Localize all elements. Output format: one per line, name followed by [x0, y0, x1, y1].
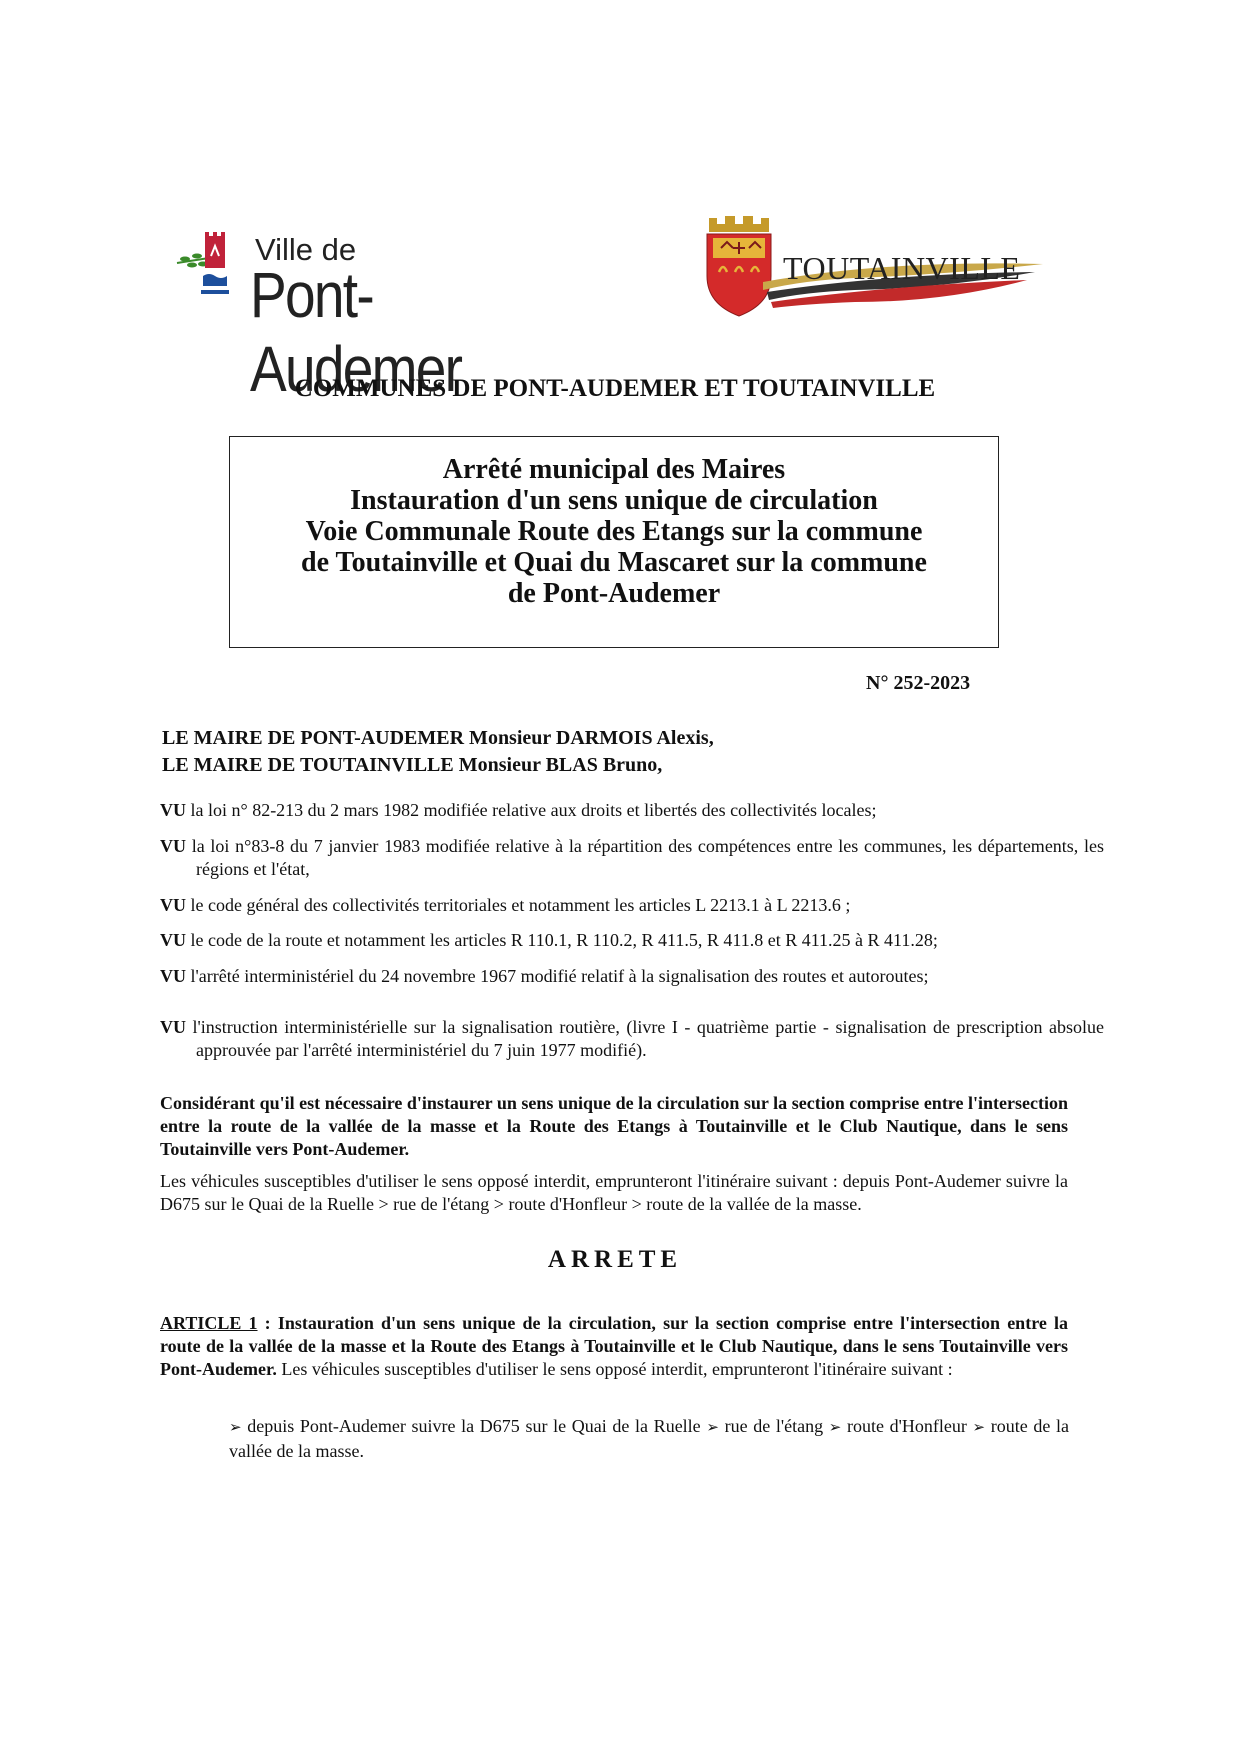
vu-item: VU le code général des collectivités territoriales et notamment les articles L 2213.1 à L 2213.6 ;	[160, 895, 851, 915]
title-line: Instauration d'un sens unique de circulation	[350, 485, 878, 516]
itinerary-bullet: ➢ depuis Pont-Audemer suivre la D675 sur le Quai de la Ruelle ➢ rue de l'étang ➢ route d'Honfleur ➢ route de la vallée de la masse.	[229, 1416, 1070, 1461]
title-line: Voie Communale Route des Etangs sur la commune	[305, 516, 923, 547]
considerant-paragraph: Considérant qu'il est nécessaire d'instaurer un sens unique de la circulation sur la section comprise entre l'intersection entre la route de la vallée de la masse et la Route des Etangs à Toutainville et le Club Nautique, dans le sens Toutainville vers Pont-Audemer.	[160, 1093, 1068, 1159]
pont-audemer-emblem-icon	[175, 228, 245, 303]
article-1: ARTICLE 1 : Instauration d'un sens unique de la circulation, sur la section comprise entre l'intersection entre la route de la vallée de la masse et la Route des Etangs à Toutainville et le Club Nautique, dans le sens Toutainville vers Pont-Audemer. Les véhicules susceptibles d'utiliser le sens opposé interdit, emprunteront l'itinéraire suivant :	[160, 1313, 1068, 1379]
arrow-separator-icon: ➢	[972, 1420, 986, 1436]
article-1-label: ARTICLE 1	[160, 1313, 258, 1333]
vu-item: VU le code de la route et notamment les articles R 110.1, R 110.2, R 411.5, R 411.8 et R 411.25 à R 411.28;	[160, 930, 938, 950]
article-1-bold-text: Instauration d'un sens unique de la circulation, sur la section comprise entre l'intersection entre la route de la vallée de la masse et la Route des Etangs à Toutainville et le Club Nautique, dans le sens Toutainville vers Pont-Audemer.	[160, 1313, 1068, 1379]
ville-de-label: Ville de	[255, 232, 357, 267]
article-1-text: Les véhicules susceptibles d'utiliser le sens opposé interdit, emprunteront l'itinéraire suivant :	[276, 1359, 953, 1379]
arrete-heading: ARRETE	[547, 1246, 683, 1273]
vu-item: VU la loi n°83-8 du 7 janvier 1983 modifiée relative à la répartition des compétences entre les communes, les départements, les régions et l'état,	[160, 836, 1105, 879]
arrow-separator-icon: ➢	[706, 1420, 719, 1436]
communes-heading: COMMUNES DE PONT-AUDEMER ET TOUTAINVILLE	[294, 375, 936, 402]
toutainville-wordmark: TOUTAINVILLE	[783, 250, 1021, 286]
maire-pont-audemer: LE MAIRE DE PONT-AUDEMER Monsieur DARMOIS Alexis,	[162, 727, 714, 749]
title-line: Arrêté municipal des Maires	[442, 454, 786, 485]
arrow-separator-icon: ➢	[828, 1420, 842, 1436]
title-line: de Pont-Audemer	[507, 578, 721, 609]
arrow-bullet-icon: ➢	[229, 1420, 242, 1436]
vu-item: VU l'arrêté interministériel du 24 novembre 1967 modifié relatif à la signalisation des routes et autoroutes;	[160, 966, 929, 986]
title-box	[229, 436, 999, 648]
pont-audemer-wordmark: Pont-Audemer	[250, 259, 462, 405]
vu-item: VU l'instruction interministérielle sur la signalisation routière, (livre I - quatrième partie - signalisation de prescription absolue approuvée par l'arrêté interministériel du 7 juin 1977 modifié).	[160, 1017, 1104, 1060]
vehicules-paragraph: Les véhicules susceptibles d'utiliser le sens opposé interdit, emprunteront l'itinéraire suivant : depuis Pont-Audemer suivre la D675 sur le Quai de la Ruelle > rue de l'étang > route d'Honfleur > route de la vallée de la masse.	[160, 1171, 1068, 1214]
vu-item: VU la loi n° 82-213 du 2 mars 1982 modifiée relative aux droits et libertés des collectivités locales;	[160, 800, 877, 820]
toutainville-logo	[705, 212, 1050, 322]
arrete-number: N° 252-2023	[866, 672, 971, 694]
title-line: de Toutainville et Quai du Mascaret sur la commune	[301, 547, 927, 578]
maire-toutainville: LE MAIRE DE TOUTAINVILLE Monsieur BLAS Bruno,	[162, 754, 663, 776]
